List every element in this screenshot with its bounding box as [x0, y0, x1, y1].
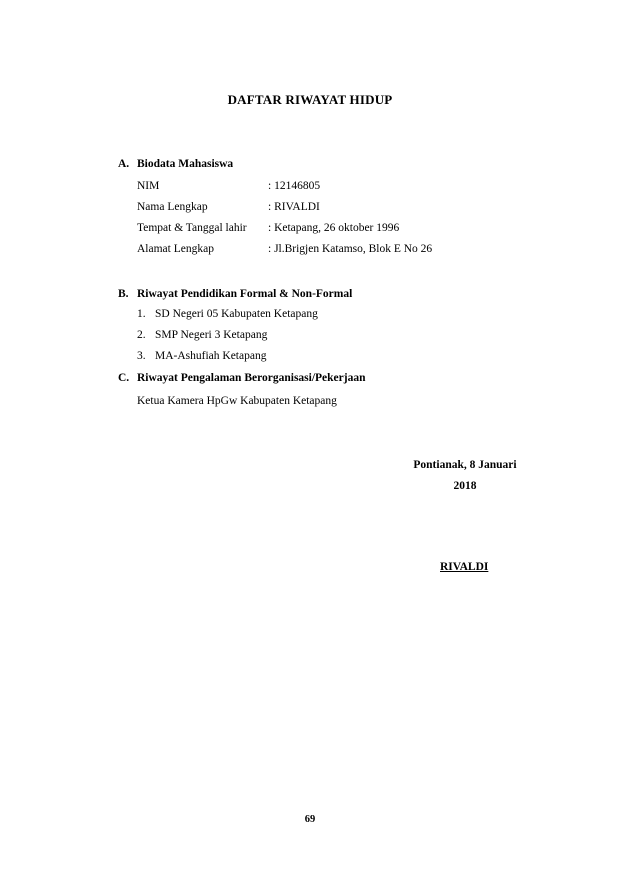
biodata-label-birth: Tempat & Tanggal lahir	[137, 222, 247, 234]
experience-text: Ketua Kamera HpGw Kabupaten Ketapang	[137, 395, 337, 407]
section-c-heading: Riwayat Pengalaman Berorganisasi/Pekerjaan	[137, 372, 366, 384]
biodata-value-birth: : Ketapang, 26 oktober 1996	[268, 222, 400, 234]
education-item: SMP Negeri 3 Ketapang	[155, 329, 268, 341]
signature-place-date: Pontianak, 8 Januari	[413, 459, 517, 471]
signature-year: 2018	[453, 480, 477, 492]
education-item-number: 3.	[137, 350, 146, 362]
section-a-heading: Biodata Mahasiswa	[137, 158, 234, 170]
education-item-number: 2.	[137, 329, 146, 341]
biodata-label-address: Alamat Lengkap	[137, 243, 214, 255]
biodata-value-nim: : 12146805	[268, 180, 321, 192]
biodata-label-name: Nama Lengkap	[137, 201, 208, 213]
biodata-value-name: : RIVALDI	[268, 201, 320, 213]
education-item-number: 1.	[137, 308, 146, 320]
page-title: DAFTAR RIWAYAT HIDUP	[227, 92, 393, 107]
biodata-value-address: : Jl.Brigjen Katamso, Blok E No 26	[268, 243, 433, 255]
page-number: 69	[304, 814, 316, 825]
biodata-label-nim: NIM	[137, 180, 160, 192]
section-b-marker: B.	[118, 288, 129, 300]
signature-name: RIVALDI	[440, 561, 489, 573]
section-a-marker: A.	[118, 158, 130, 170]
section-c-marker: C.	[118, 372, 130, 384]
education-item: SD Negeri 05 Kabupaten Ketapang	[155, 308, 318, 320]
section-b-heading: Riwayat Pendidikan Formal & Non-Formal	[137, 288, 353, 300]
education-item: MA-Ashufiah Ketapang	[155, 350, 267, 362]
